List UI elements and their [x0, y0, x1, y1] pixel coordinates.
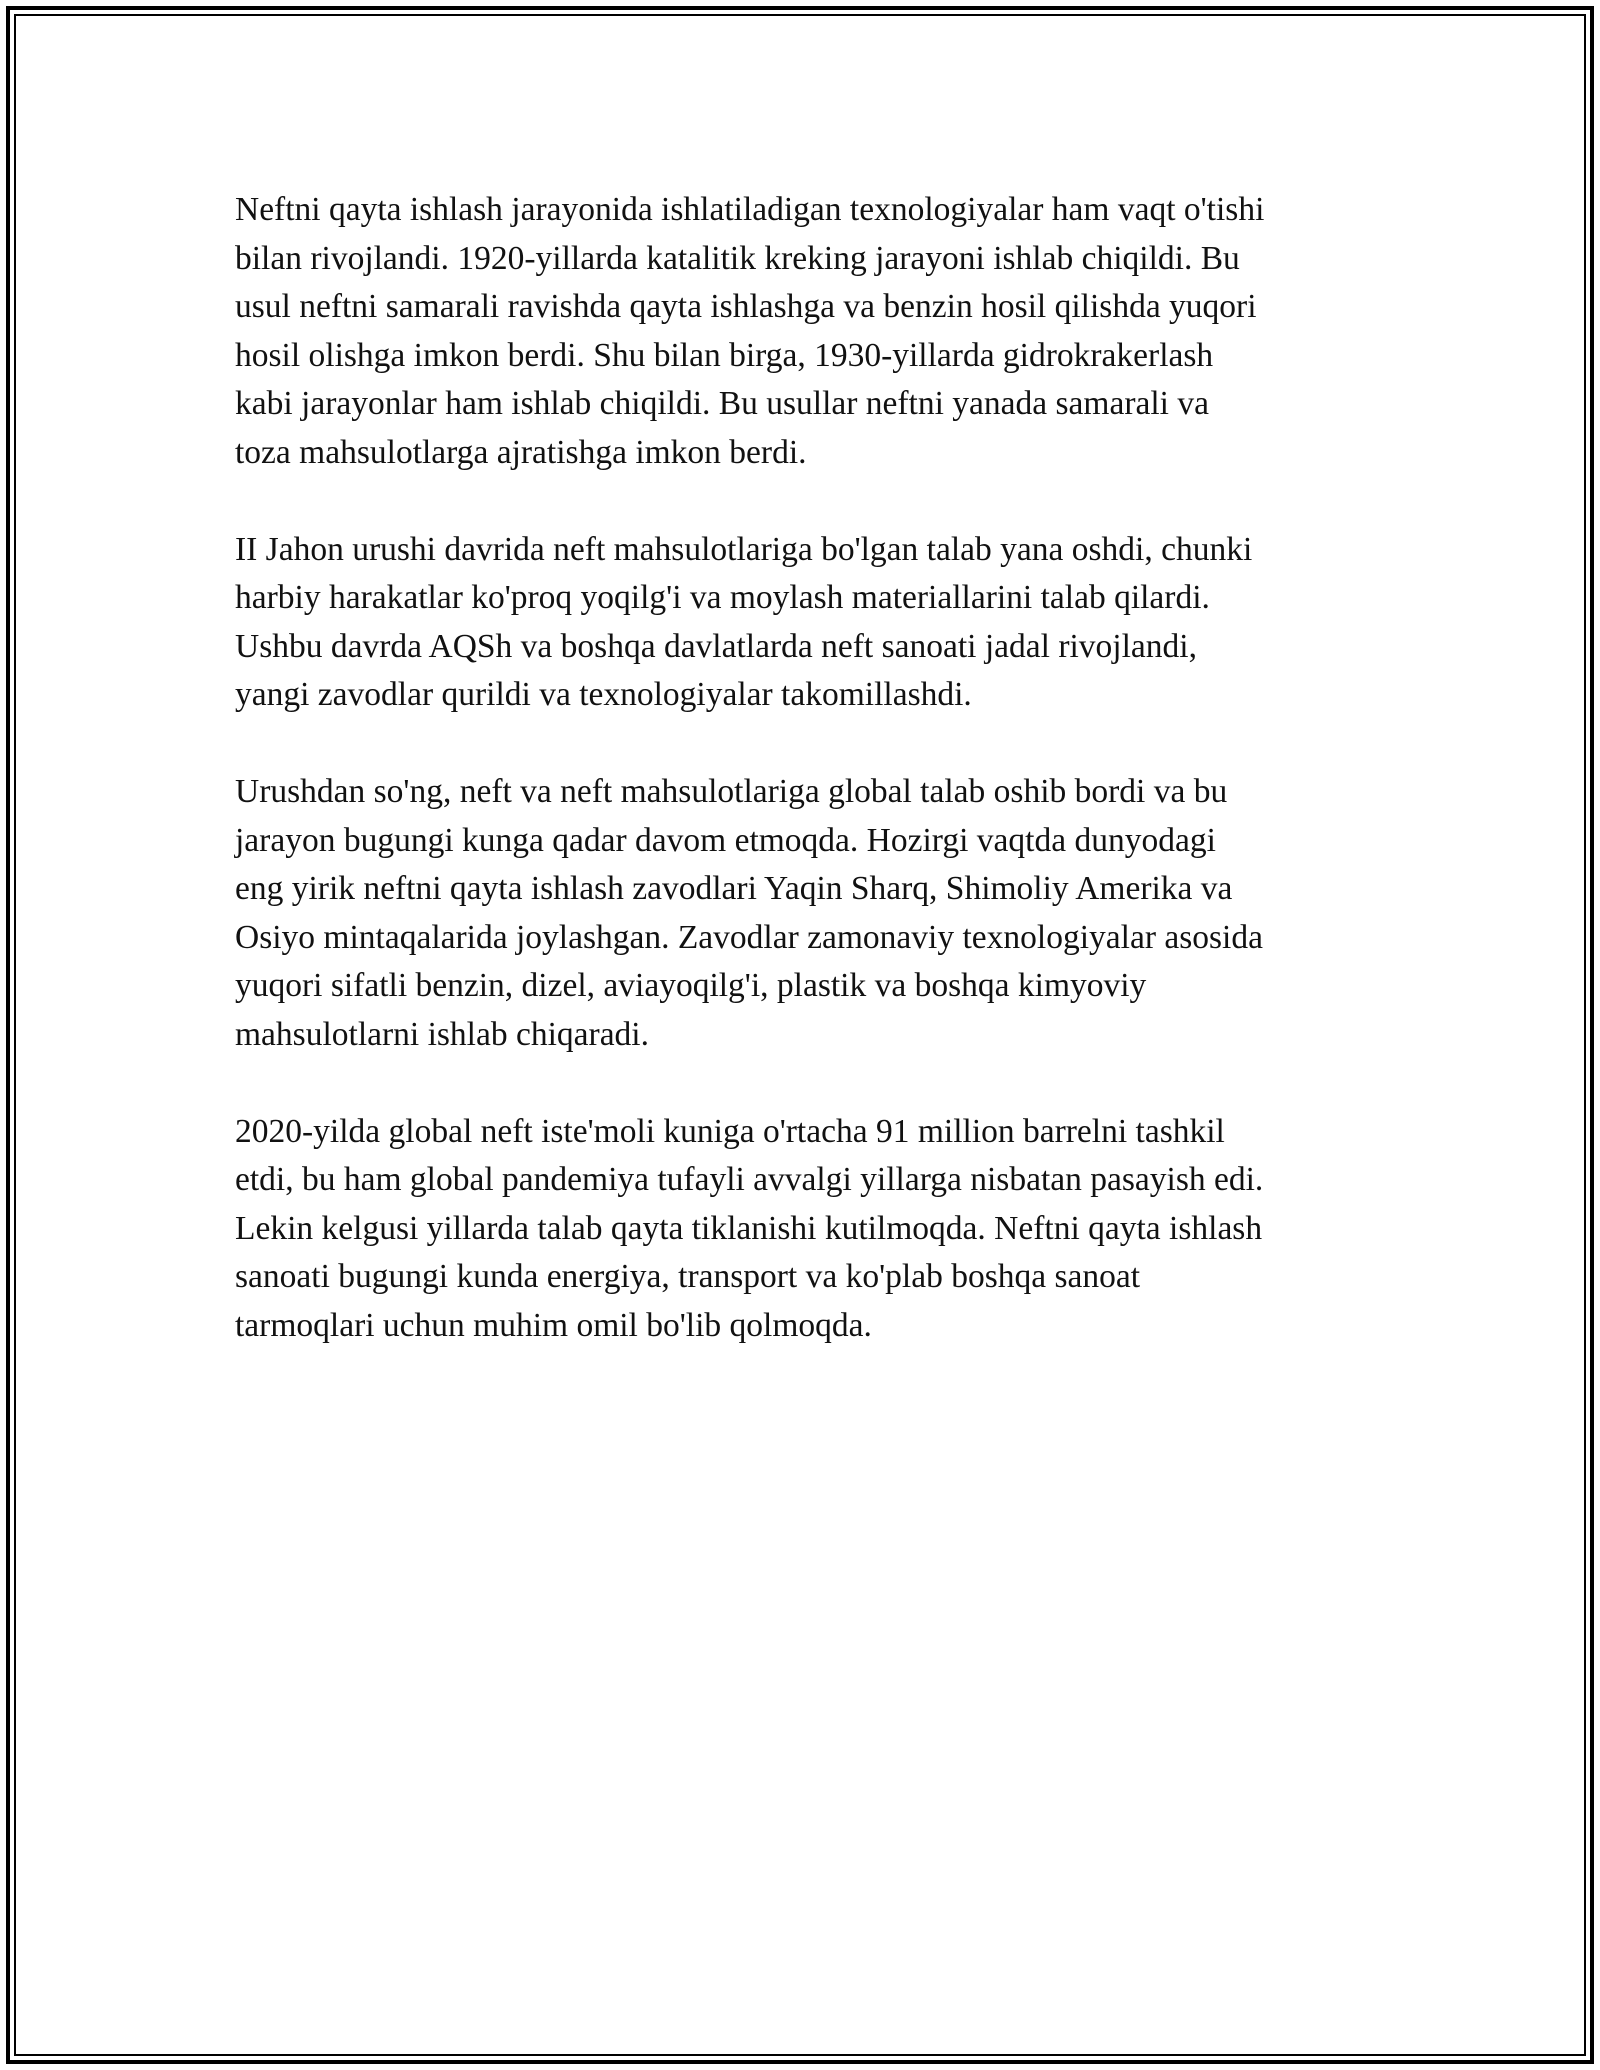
paragraph-3: Urushdan so'ng, neft va neft mahsulotlariga global talab oshib bordi va bu jarayon bugungi kunga qadar davom etmoqda. Hozirgi vaqtda dunyodagi eng yirik neftni qayta ishlash zavodlari Yaqin Sharq, Shimoliy Amerika va Osiyo mintaqalarida joylashgan. Zavodlar zamonaviy texnologiyalar asosida yuqori sifatli benzin, dizel, aviayoqilg'i, plastik va boshqa kimyoviy mahsulotlarni ishlab chiqaradi. [235, 773, 1263, 1053]
paragraph-1: Neftni qayta ishlash jarayonida ishlatiladigan texnologiyalar ham vaqt o'tishi bilan rivojlandi. 1920-yillarda katalitik kreking jarayoni ishlab chiqildi. Bu usul neftni samarali ravishda qayta ishlashga va benzin hosil qilishda yuqori hosil olishga imkon berdi. Shu bilan birga, 1930-yillarda gidrokrakerlash kabi jarayonlar ham ishlab chiqildi. Bu usullar neftni yanada samarali va toza mahsulotlarga ajratishga imkon berdi. [235, 191, 1265, 471]
document-body [235, 186, 1385, 1399]
paragraph-2: II Jahon urushi davrida neft mahsulotlariga bo'lgan talab yana oshdi, chunki harbiy harakatlar ko'proq yoqilg'i va moylash materiallarini talab qilardi. Ushbu davrda AQSh va boshqa davlatlarda neft sanoati jadal rivojlandi, yangi zavodlar qurildi va texnologiyalar takomillashdi. [235, 530, 1253, 713]
paragraph-4: 2020-yilda global neft iste'moli kuniga o'rtacha 91 million barrelni tashkil etdi, bu ham global pandemiya tufayli avvalgi yillarga nisbatan pasayish edi. Lekin kelgusi yillarda talab qayta tiklanishi kutilmoqda. Neftni qayta ishlash sanoati bugungi kunda energiya, transport va ko'plab boshqa sanoat tarmoqlari uchun muhim omil bo'lib qolmoqda. [235, 1112, 1264, 1344]
